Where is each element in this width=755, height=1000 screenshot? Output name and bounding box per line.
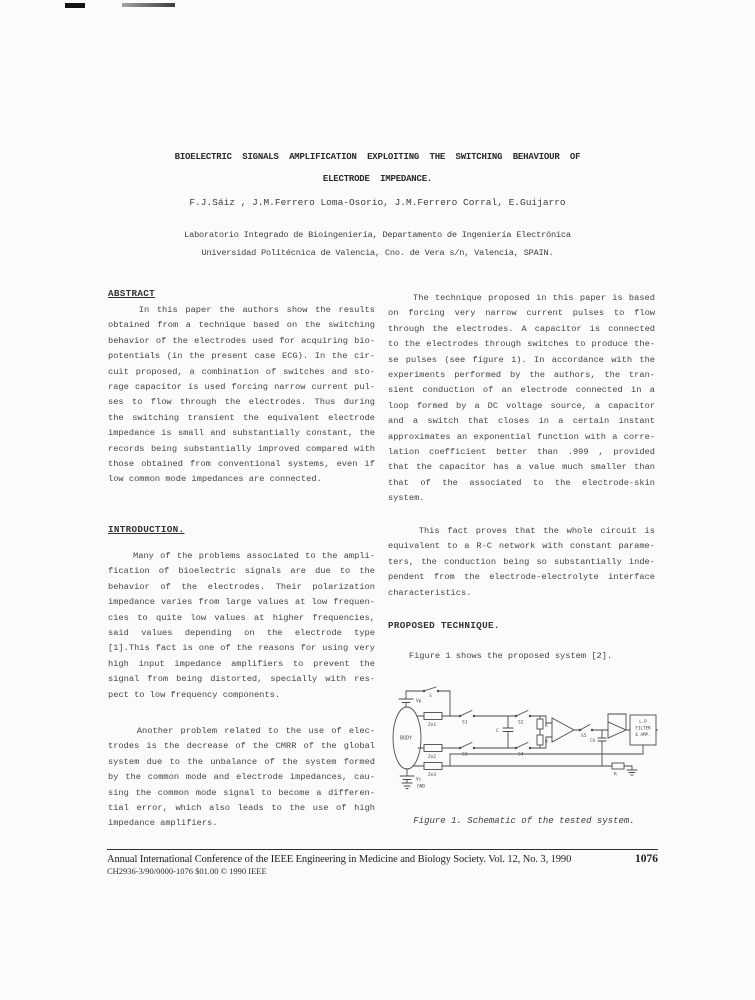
introduction-heading: INTRODUCTION. <box>108 524 185 535</box>
s4-label: S4 <box>518 752 524 758</box>
footer-conference-line: Annual International Conference of the IEEE Engineering in Medicine and Biology Society. Vol. 12, No. 3, 1990 <box>107 854 572 865</box>
intro-paragraph-2: Another problem related to the use of elec- trodes is the decrease of the CMRR of the global system due to the unbalance of the system formed by the common mode and electrode impedances, cau- sing the common mode signal to become a differen- tial error, which also leads to the use of high impedance amplifiers. <box>108 726 375 829</box>
s3-label: S3 <box>462 752 468 758</box>
figure-intro-line: Figure 1 shows the proposed system [2]. <box>388 651 613 661</box>
r3-label: R <box>614 772 617 778</box>
gnd-label: GND <box>417 784 426 790</box>
paper-title <box>0 146 755 190</box>
footer-page-number: 1076 <box>635 853 658 865</box>
figure-caption: Figure 1. Schematic of the tested system. <box>413 816 635 826</box>
s5-label: S5 <box>581 734 587 739</box>
proposed-technique-heading: PROPOSED TECHNIQUE. <box>388 620 500 631</box>
scan-artifact <box>65 3 85 8</box>
abstract-heading: ABSTRACT <box>108 288 156 299</box>
title-line-1: BIOELECTRIC SIGNALS AMPLIFICATION EXPLOITING THE SWITCHING BEHAVIOUR OF <box>174 152 581 162</box>
r1-label: R <box>545 724 548 729</box>
footer <box>107 849 658 876</box>
c-label: C <box>496 729 499 734</box>
switch-sp-label: S <box>429 694 432 699</box>
intro-paragraph-1: Many of the problems associated to the ampli- fication of bioelectric signals are due to the behavior of the electrodes. Their polarization impedance varies from large values at low frequen- cies to quite low values at higher frequencies, said values depending on the electrode type [1].This fact is one of the reasons for using very high input impedance amplifiers to prevent the signal from being distorted, specially with res- pect to low frequency components. <box>108 551 375 700</box>
authors-line: F.J.Sáiz , J.M.Ferrero Loma-Osorio, J.M.Ferrero Corral, E.Guijarro <box>189 197 566 208</box>
abstract-paragraph: In this paper the authors show the results obtained from a technique based on the switching behavior of the electrodes used for acquiring bio- potentials (in the present case ECG). In the cir- cuit proposed, a combination of switches and sto- rage capacitor is used forcing narrow current pul- ses to flow through the electrodes. Thus during the switching transient the equivalent electrode impedance is small and substantially constant, the records being substantially improved compared with those obtained from conventional systems, even if low common mode impedances are connected. <box>108 305 375 485</box>
vp-label: Vp <box>416 699 422 704</box>
r2-label: R <box>545 740 548 745</box>
ze2-label: Ze2 <box>428 755 437 760</box>
ze3-label: Ze3 <box>428 773 437 778</box>
title-line-2: ELECTRODE IMPEDANCE. <box>322 174 433 184</box>
ch-label: Ch <box>590 739 596 744</box>
affiliation-line-1: Laboratorio Integrado de Bioingeniería, Departamento de Ingeniería Electrónica <box>184 230 571 240</box>
ze1-label: Ze1 <box>428 723 437 728</box>
s2-label: S2 <box>518 720 524 726</box>
lp-filter-box-line-1: L.P <box>639 719 647 724</box>
affiliation-line-2: Universidad Politécnica de Valencia, Cno. de Vera s/n, Valencia, SPAIN. <box>201 248 554 258</box>
figure-1-schematic <box>390 686 658 798</box>
body-label: BODY <box>400 735 413 742</box>
technique-paragraph-1: The technique proposed in this paper is based on forcing very narrow current pulses to flow through the electrodes. A capacitor is connected to the electrodes through switches to produce the- se pulses (see figure 1). In accordance with the experiments performed by the authors, the tran- sient conduction of an electrode connected in a loop formed by a DC voltage source, a capacitor and a switch that closes in a certain instant approximates an exponential function with a corre- lation coefficient better than .999 , provided that the capacitor has a value much smaller than that of the associated to the electrode-skin system. <box>388 293 655 504</box>
lp-filter-box-line-2: FILTER <box>635 725 651 731</box>
lp-filter-box-line-3: & AMP. <box>635 732 651 737</box>
vc-label: Vc <box>416 777 422 783</box>
scan-artifact <box>122 3 175 7</box>
s1-label: S1 <box>462 720 468 726</box>
footer-copyright-line: CH2936-3/90/0000-1076 $01.00 © 1990 IEEE <box>107 866 267 876</box>
technique-paragraph-2: This fact proves that the whole circuit is equivalent to a R-C network with constant parame- ters, the conduction being so substantially inde- pendent from the electrode-electrolyte interface characteristics. <box>388 526 655 598</box>
